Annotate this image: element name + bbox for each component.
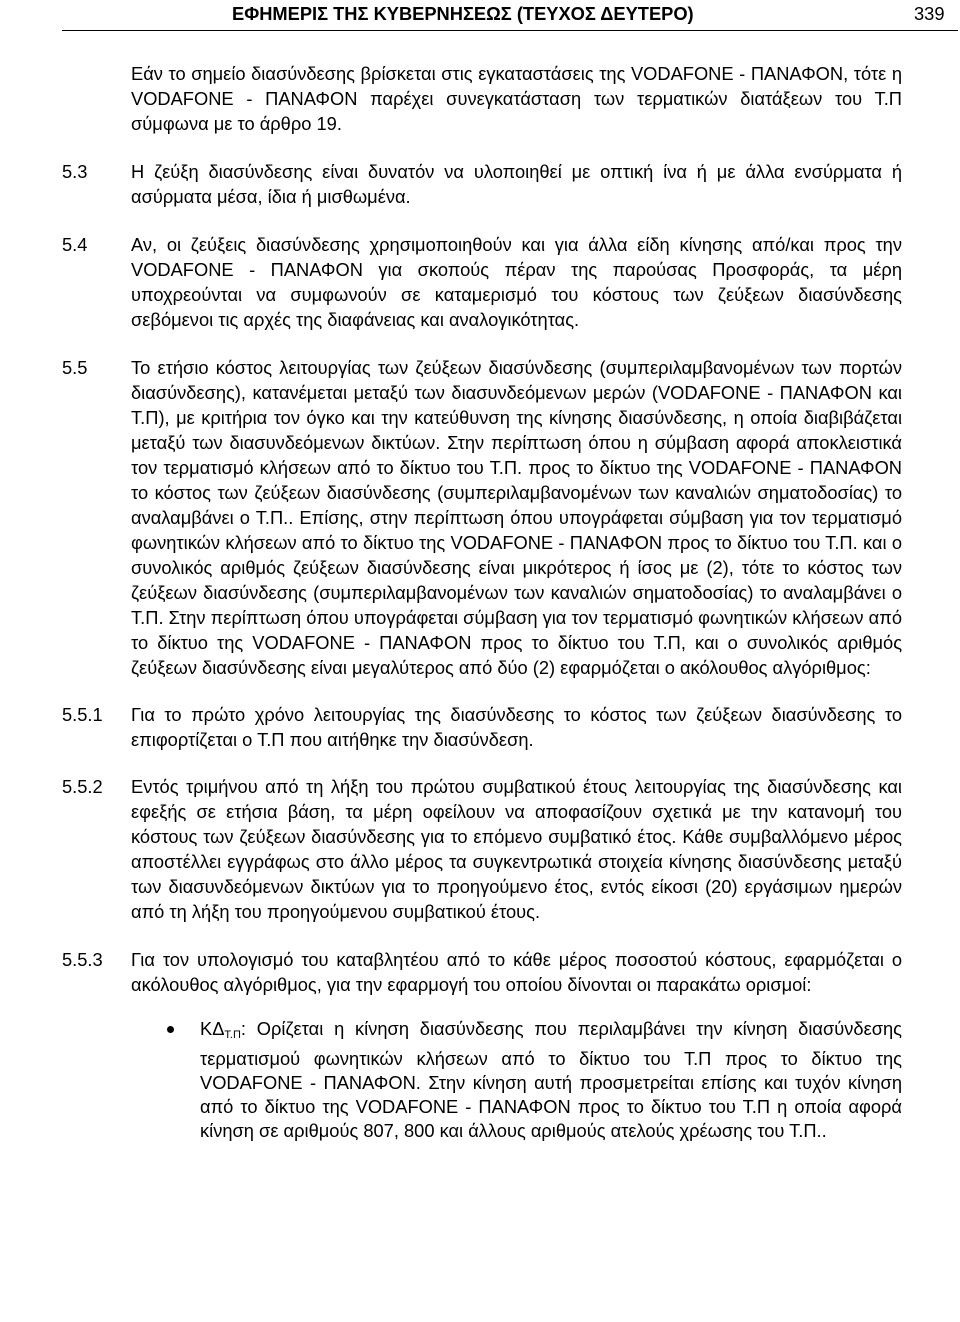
section-number: 5.4 bbox=[62, 234, 88, 255]
header-divider bbox=[62, 30, 958, 31]
definition-symbol: ΚΔ bbox=[200, 1018, 225, 1039]
section-number: 5.5.1 bbox=[62, 704, 103, 725]
section-number: 5.5.2 bbox=[62, 776, 103, 797]
section-number: 5.5.3 bbox=[62, 949, 103, 970]
page-header bbox=[0, 0, 960, 32]
document-body bbox=[0, 58, 960, 1143]
definition-bullet bbox=[0, 1017, 902, 1143]
paragraph-text: Η ζεύξη διασύνδεσης είναι δυνατόν να υλοποιηθεί με οπτική ίνα ή με άλλα ενσύρματα ή ασύρματα μέσα, ίδια ή μισθωμένα. bbox=[131, 161, 902, 207]
paragraph-text: Για το πρώτο χρόνο λειτουργίας της διασύνδεσης το κόστος των ζεύξεων διασύνδεσης το επιφορτίζεται ο Τ.Π που αιτήθηκε την διασύνδεση. bbox=[131, 704, 902, 750]
paragraph-text: Αν, οι ζεύξεις διασύνδεσης χρησιμοποιηθούν και για άλλα είδη κίνησης από/και προς την VODAFONE - ΠΑΝΑΦΟΝ για σκοπούς πέραν της παρούσας Προσφοράς, τα μέρη υποχρεούνται να συμφωνούν σε καταμερισμό του κόστους των ζεύξεων διασύνδεσης σεβόμενοι τις αρχές της διαφάνειας και αναλογικότητας. bbox=[131, 234, 902, 330]
paragraph-5-5-3 bbox=[0, 947, 902, 997]
paragraph-5-5-1 bbox=[0, 702, 902, 752]
paragraph-text: Για τον υπολογισμό του καταβλητέου από το κάθε μέρος ποσοστού κόστους, εφαρμόζεται ο ακόλουθος αλγόριθμος, για την εφαρμογή του οποίου δίνονται οι παρακάτω ορισμοί: bbox=[131, 949, 902, 995]
bullet-icon bbox=[167, 1026, 174, 1033]
paragraph-5-4 bbox=[0, 232, 902, 332]
paragraph-text: Εντός τριμήνου από τη λήξη του πρώτου συμβατικού έτους λειτουργίας της διασύνδεσης και εφεξής σε ετήσια βάση, τα μέρη οφείλουν να αποφασίζουν σχετικά με την κατανομή του κόστους των ζεύξεων διασύνδεσης για το επόμενο συμβατικό έτος. Κάθε συμβαλλόμενο μέρος αποστέλλει εγγράφως στο άλλο μέρος τα συγκεντρωτικά στοιχεία κίνησης διασύνδεσης μεταξύ των διασυνδεόμενων δικτύων για το προηγούμενο έτος, εντός είκοσι (20) εργάσιμων ημερών από τη λήξη του προηγούμενου συμβατικού έτους. bbox=[131, 776, 902, 922]
paragraph-text: Το ετήσιο κόστος λειτουργίας των ζεύξεων διασύνδεσης (συμπεριλαμβανομένων των πορτών διασύνδεσης), κατανέμεται μεταξύ των διασυνδεόμενων μερών (VODAFONE - ΠΑΝΑΦΟΝ και Τ.Π), με κριτήρια τον όγκο και την κατεύθυνση της κίνησης διασύνδεσης, η οποία διαβιβάζεται μεταξύ των διασυνδεόμενων δικτύων. Στην περίπτωση όπου η σύμβαση αφορά αποκλειστικά τον τερματισμό κλήσεων από το δίκτυο του Τ.Π. προς το δίκτυο της VODAFONE - ΠΑΝΑΦΟΝ το κόστος των ζεύξεων διασύνδεσης (συμπεριλαμβανομένων των καναλιών σηματοδοσίας) το αναλαμβάνει ο Τ.Π.. Επίσης, στην περίπτωση όπου υπογράφεται σύμβαση για τον τερματισμό φωνητικών κλήσεων από το δίκτυο της VODAFONE - ΠΑΝΑΦΟΝ προς το δίκτυο του Τ.Π. και ο συνολικός αριθμός ζεύξεων διασύνδεσης είναι μικρότερος ή ίσος με (2), τότε το κόστος των ζεύξεων διασύνδεσης (συμπεριλαμβανομένων των καναλιών σηματοδοσίας) το αναλαμβάνει ο Τ.Π. Στην περίπτωση όπου υπογράφεται σύμβαση για τον τερματισμό φωνητικών κλήσεων από το δίκτυο της VODAFONE - ΠΑΝΑΦΟΝ προς το δίκτυο του Τ.Π, και ο συνολικός αριθμός ζεύξεων διασύνδεσης είναι μεγαλύτερος από δύο (2) εφαρμόζεται ο ακόλουθος αλγόριθμος: bbox=[131, 357, 902, 678]
definition-symbol-subscript: Τ.Π bbox=[224, 1029, 241, 1041]
paragraph-5-5 bbox=[0, 355, 902, 680]
definition-text: : Ορίζεται η κίνηση διασύνδεσης που περιλαμβάνει την κίνηση διασύνδεσης τερματισμού φωνητικών κλήσεων από το δίκτυο του Τ.Π προς το δίκτυο της VODAFONE - ΠΑΝΑΦΟΝ. Στην κίνηση αυτή προσμετρείται επίσης και τυχόν κίνηση από το δίκτυο της VODAFONE - ΠΑΝΑΦΟΝ προς το δίκτυο του Τ.Π η οποία αφορά κίνηση σε αριθμούς 807, 800 και άλλους αριθμούς ατελούς χρέωσης του Τ.Π.. bbox=[200, 1018, 902, 1141]
section-number: 5.5 bbox=[62, 357, 88, 378]
paragraph-text: Εάν το σημείο διασύνδεσης βρίσκεται στις εγκαταστάσεις της VODAFONE - ΠΑΝΑΦΟΝ, τότε η VODAFONE - ΠΑΝΑΦΟΝ παρέχει συνεγκατάσταση των τερματικών διατάξεων του Τ.Π σύμφωνα με το άρθρο 19. bbox=[131, 63, 902, 134]
section-number: 5.3 bbox=[62, 161, 88, 182]
gazette-title: ΕΦΗΜΕΡΙΣ ΤΗΣ ΚΥΒΕΡΝΗΣΕΩΣ (ΤΕΥΧΟΣ ΔΕΥΤΕΡΟ) bbox=[232, 3, 694, 24]
page-number: 339 bbox=[914, 3, 945, 24]
paragraph-intro bbox=[0, 61, 902, 136]
paragraph-5-5-2 bbox=[0, 774, 902, 924]
paragraph-5-3 bbox=[0, 159, 902, 209]
